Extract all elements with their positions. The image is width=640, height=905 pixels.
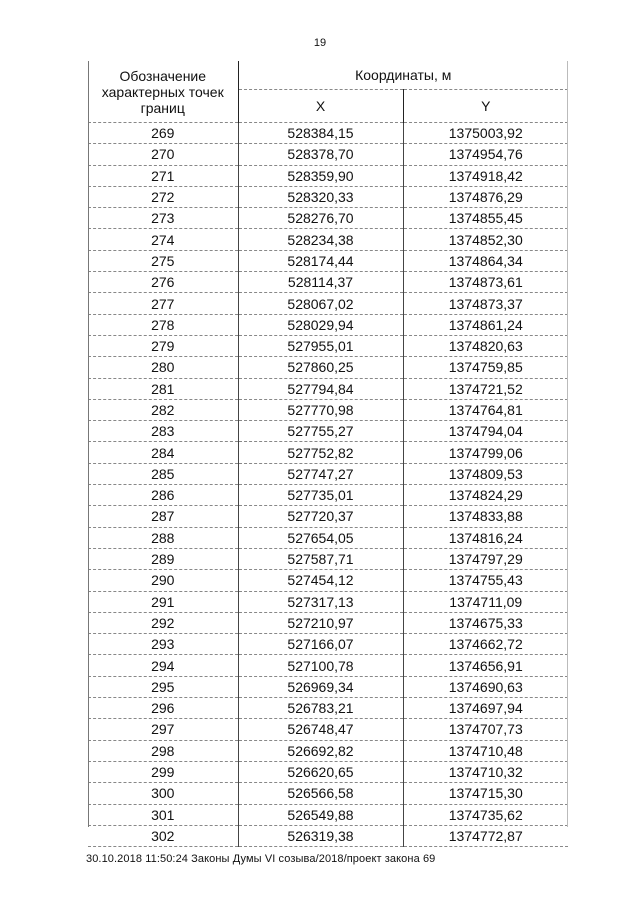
point-cell: 300 [88, 783, 238, 804]
y-cell: 1374852,30 [403, 229, 568, 250]
table-header [88, 61, 568, 123]
y-cell: 1374707,73 [403, 719, 568, 740]
y-cell: 1374697,94 [403, 698, 568, 719]
page-number: 19 [313, 37, 327, 49]
y-cell: 1374710,32 [403, 761, 568, 782]
y-cell: 1374873,37 [403, 293, 568, 314]
x-cell: 526319,38 [238, 825, 403, 846]
y-cell: 1375003,92 [403, 123, 568, 144]
y-cell: 1374711,09 [403, 591, 568, 612]
x-cell: 527587,71 [238, 548, 403, 569]
point-cell: 271 [88, 165, 238, 186]
y-cell: 1374954,76 [403, 144, 568, 165]
y-cell: 1374755,43 [403, 570, 568, 591]
point-cell: 273 [88, 208, 238, 229]
y-cell: 1374855,45 [403, 208, 568, 229]
table-row [88, 783, 568, 804]
table-row [88, 698, 568, 719]
y-cell: 1374794,04 [403, 421, 568, 442]
y-cell: 1374662,72 [403, 634, 568, 655]
x-cell: 528320,33 [238, 186, 403, 207]
table-row [88, 335, 568, 356]
table-row [88, 761, 568, 782]
table-row [88, 676, 568, 697]
right-border-line [567, 61, 568, 827]
point-cell: 282 [88, 399, 238, 420]
table-row [88, 229, 568, 250]
x-cell: 527100,78 [238, 655, 403, 676]
x-cell: 526969,34 [238, 676, 403, 697]
y-cell: 1374656,91 [403, 655, 568, 676]
y-cell: 1374816,24 [403, 527, 568, 548]
table-row [88, 293, 568, 314]
point-cell: 285 [88, 463, 238, 484]
table-row [88, 272, 568, 293]
x-cell: 527752,82 [238, 442, 403, 463]
x-cell: 527166,07 [238, 634, 403, 655]
x-cell: 526549,88 [238, 804, 403, 825]
x-cell: 527210,97 [238, 612, 403, 633]
table-row [88, 442, 568, 463]
point-cell: 295 [88, 676, 238, 697]
table-row [88, 208, 568, 229]
y-cell: 1374809,53 [403, 463, 568, 484]
x-cell: 527794,84 [238, 378, 403, 399]
y-cell: 1374690,63 [403, 676, 568, 697]
y-cell: 1374715,30 [403, 783, 568, 804]
table-row [88, 825, 568, 846]
coordinates-table [88, 61, 568, 847]
point-cell: 302 [88, 825, 238, 846]
table-row [88, 314, 568, 335]
point-cell: 288 [88, 527, 238, 548]
point-cell: 270 [88, 144, 238, 165]
table-row [88, 719, 568, 740]
point-cell: 269 [88, 123, 238, 144]
point-cell: 293 [88, 634, 238, 655]
point-cell: 292 [88, 612, 238, 633]
table-row [88, 421, 568, 442]
x-cell: 528067,02 [238, 293, 403, 314]
point-cell: 290 [88, 570, 238, 591]
point-cell: 301 [88, 804, 238, 825]
x-cell: 527860,25 [238, 357, 403, 378]
table-row [88, 804, 568, 825]
point-cell: 298 [88, 740, 238, 761]
point-cell: 272 [88, 186, 238, 207]
x-cell: 528234,38 [238, 229, 403, 250]
table-row [88, 399, 568, 420]
table-row [88, 591, 568, 612]
point-cell: 277 [88, 293, 238, 314]
x-cell: 528276,70 [238, 208, 403, 229]
point-cell: 287 [88, 506, 238, 527]
footer-stamp: 30.10.2018 11:50:24 Законы Думы VI созыва/2018/проект закона 69 [86, 853, 436, 865]
point-cell: 289 [88, 548, 238, 569]
x-cell: 527755,27 [238, 421, 403, 442]
point-cell: 291 [88, 591, 238, 612]
x-cell: 528114,37 [238, 272, 403, 293]
point-cell: 280 [88, 357, 238, 378]
table-row [88, 378, 568, 399]
x-cell: 527454,12 [238, 570, 403, 591]
x-cell: 526692,82 [238, 740, 403, 761]
x-cell: 528378,70 [238, 144, 403, 165]
y-cell: 1374710,48 [403, 740, 568, 761]
table-row [88, 634, 568, 655]
point-cell: 283 [88, 421, 238, 442]
x-cell: 527654,05 [238, 527, 403, 548]
y-cell: 1374735,62 [403, 804, 568, 825]
table-row [88, 527, 568, 548]
y-cell: 1374759,85 [403, 357, 568, 378]
point-cell: 281 [88, 378, 238, 399]
table-row [88, 485, 568, 506]
point-cell: 274 [88, 229, 238, 250]
y-cell: 1374876,29 [403, 186, 568, 207]
x-cell: 527747,27 [238, 463, 403, 484]
x-cell: 526566,58 [238, 783, 403, 804]
table-row [88, 506, 568, 527]
y-cell: 1374873,61 [403, 272, 568, 293]
y-cell: 1374864,34 [403, 250, 568, 271]
table-row [88, 250, 568, 271]
left-border-line [88, 61, 89, 827]
x-cell: 526783,21 [238, 698, 403, 719]
x-cell: 527720,37 [238, 506, 403, 527]
point-cell: 278 [88, 314, 238, 335]
table-row [88, 123, 568, 144]
x-cell: 527735,01 [238, 485, 403, 506]
y-cell: 1374833,88 [403, 506, 568, 527]
point-cell: 284 [88, 442, 238, 463]
x-cell: 527317,13 [238, 591, 403, 612]
table-row [88, 548, 568, 569]
point-cell: 276 [88, 272, 238, 293]
y-cell: 1374799,06 [403, 442, 568, 463]
point-label-header: Обозначение характерных точек границ [88, 61, 238, 123]
y-cell: 1374772,87 [403, 825, 568, 846]
table-body [88, 123, 568, 847]
point-cell: 297 [88, 719, 238, 740]
x-cell: 528029,94 [238, 314, 403, 335]
x-cell: 528174,44 [238, 250, 403, 271]
point-cell: 275 [88, 250, 238, 271]
y-cell: 1374721,52 [403, 378, 568, 399]
table-row [88, 165, 568, 186]
table-row [88, 144, 568, 165]
x-cell: 527955,01 [238, 335, 403, 356]
point-cell: 286 [88, 485, 238, 506]
table-row [88, 463, 568, 484]
table-row [88, 740, 568, 761]
table-row [88, 612, 568, 633]
y-cell: 1374918,42 [403, 165, 568, 186]
point-cell: 279 [88, 335, 238, 356]
y-cell: 1374675,33 [403, 612, 568, 633]
y-cell: 1374764,81 [403, 399, 568, 420]
y-header: Y [403, 90, 568, 123]
y-cell: 1374824,29 [403, 485, 568, 506]
x-cell: 527770,98 [238, 399, 403, 420]
point-cell: 294 [88, 655, 238, 676]
point-cell: 296 [88, 698, 238, 719]
coordinates-header: Координаты, м [238, 61, 568, 90]
point-cell: 299 [88, 761, 238, 782]
x-cell: 526620,65 [238, 761, 403, 782]
x-header: X [238, 90, 403, 123]
table-row [88, 655, 568, 676]
y-cell: 1374861,24 [403, 314, 568, 335]
table-row [88, 570, 568, 591]
y-cell: 1374820,63 [403, 335, 568, 356]
x-cell: 528384,15 [238, 123, 403, 144]
x-cell: 528359,90 [238, 165, 403, 186]
table-row [88, 186, 568, 207]
table-row [88, 357, 568, 378]
y-cell: 1374797,29 [403, 548, 568, 569]
x-cell: 526748,47 [238, 719, 403, 740]
